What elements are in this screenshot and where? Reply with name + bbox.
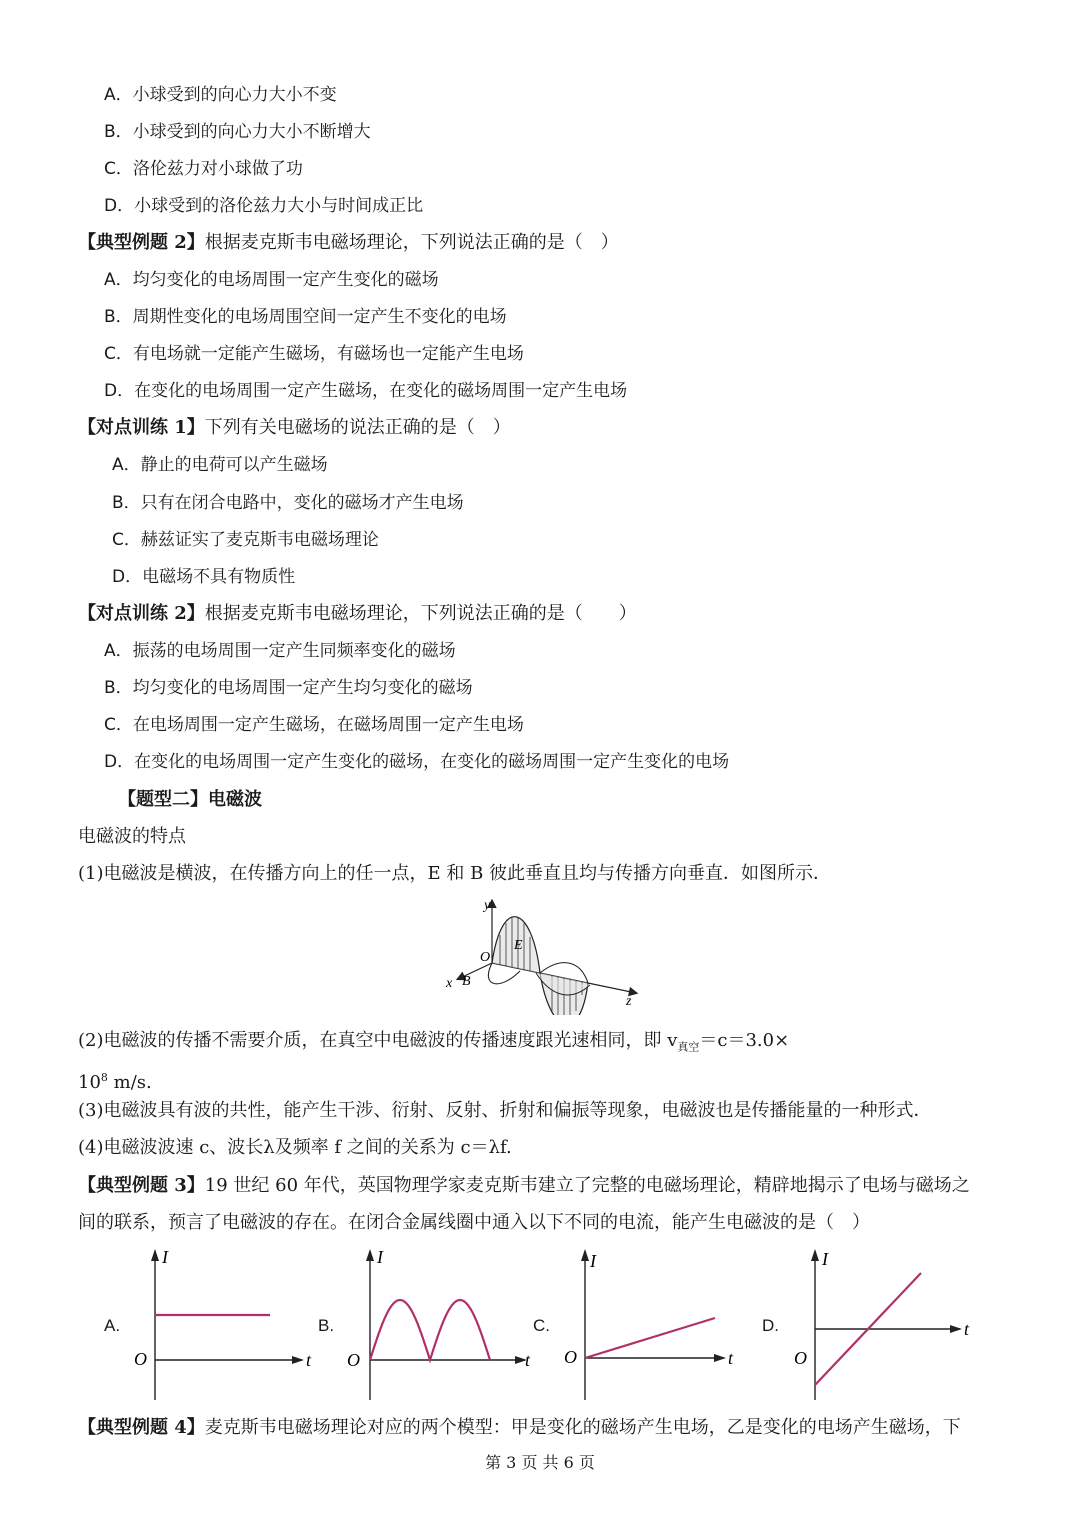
q1-option-b: B．小球受到的向心力大小不断增大 [104,122,371,142]
point-2-text-b: ＝c＝3.0× [699,1030,790,1051]
q1-option-c: C．洛伦兹力对小球做了功 [104,159,303,179]
graph-label-d: D. [762,1316,779,1335]
graph-a-x-label: t [306,1350,312,1370]
training-2-tag: 【对点训练 2】 [78,603,205,624]
graph-c-origin: O [564,1347,577,1367]
training-1-tag: 【对点训练 1】 [78,417,205,438]
graph-b-y-arrow [366,1249,374,1261]
graph-c-x-arrow [714,1354,726,1362]
point-1: (1)电磁波是横波，在传播方向上的任一点，E 和 B 彼此垂直且均与传播方向垂直．如图所示． [78,863,832,884]
graph-a-x-arrow [292,1356,304,1364]
graph-d-x-label: t [964,1319,970,1339]
graph-a [130,1245,320,1405]
graph-label-b: B. [318,1316,335,1335]
wave-label-e: E [514,938,523,953]
q1-option-d: D．小球受到的洛伦兹力大小与时间成正比 [104,196,424,216]
training-1-option-c: C．赫兹证实了麦克斯韦电磁场理论 [112,530,379,550]
example-2-question [78,231,619,255]
em-wave-figure [440,895,640,1015]
point-2-text-a: (2)电磁波的传播不需要介质，在真空中电磁波的传播速度跟光速相同，即 v [78,1030,678,1051]
graph-b-curve [370,1300,490,1360]
wave-label-z: z [626,994,632,1009]
point-3: (3)电磁波具有波的共性，能产生干涉、衍射、反射、折射和偏振等现象，电磁波也是传播能量的一种形式． [78,1100,932,1121]
section-2-title: 【题型二】电磁波 [118,789,262,810]
point-2-subscript: 真空 [677,1040,700,1054]
example-2-option-a: A．均匀变化的电场周围一定产生变化的磁场 [104,270,439,290]
graph-label-c: C. [533,1316,550,1335]
graph-c-y-label: I [590,1251,596,1271]
point-2-continued [78,1066,152,1095]
example-4-question [78,1416,961,1440]
wave-label-y: y [484,898,491,913]
page-footer: 第 3 页 共 6 页 [485,1453,595,1472]
graph-c-curve [585,1318,715,1358]
example-3-text-1: 19 世纪 60 年代，英国物理学家麦克斯韦建立了完整的电磁场理论，精辟地揭示了电场与磁场之 [204,1175,970,1196]
training-2-stem: 根据麦克斯韦电磁场理论，下列说法正确的是（ ） [204,603,637,624]
graph-a-y-arrow [151,1249,159,1261]
point-2 [78,1029,789,1060]
graph-c [560,1245,750,1405]
graph-c-y-arrow [581,1249,589,1261]
training-1-option-a: A．静止的电荷可以产生磁场 [112,455,328,475]
example-4-tag: 【典型例题 4】 [78,1417,205,1438]
q1-option-a: A．小球受到的向心力大小不变 [104,85,337,105]
graph-label-a: A. [104,1316,121,1335]
training-2-option-d: D．在变化的电场周围一定产生变化的磁场，在变化的磁场周围一定产生变化的电场 [104,752,730,772]
training-2-option-b: B．均匀变化的电场周围一定产生均匀变化的磁场 [104,678,473,698]
training-1-option-b: B．只有在闭合电路中，变化的磁场才产生电场 [112,493,464,513]
wave-label-b: B [462,974,471,989]
graph-a-origin: O [134,1349,147,1369]
point-2-unit: m/s. [107,1072,152,1093]
graph-d-y-arrow [811,1249,819,1261]
graph-b-x-label: t [525,1350,531,1370]
point-4: (4)电磁波波速 c、波长λ及频率 f 之间的关系为 c＝λf. [78,1137,512,1158]
graph-d-y-label: I [822,1249,828,1269]
graph-c-x-label: t [728,1348,734,1368]
example-3-line-1 [78,1174,970,1198]
graph-d [790,1245,990,1405]
graph-d-x-arrow [950,1325,962,1333]
graph-b-y-label: I [377,1247,383,1267]
wave-label-x: x [446,976,453,991]
training-1-stem: 下列有关电磁场的说法正确的是（ ） [204,417,511,438]
graph-a-y-label: I [162,1247,168,1267]
section-2-subtitle: 电磁波的特点 [78,826,186,847]
example-4-stem: 麦克斯韦电磁场理论对应的两个模型：甲是变化的磁场产生电场，乙是变化的电场产生磁场，下 [204,1417,961,1438]
training-1-question [78,416,511,440]
example-2-option-d: D．在变化的电场周围一定产生磁场，在变化的磁场周围一定产生电场 [104,381,628,401]
example-3-tag: 【典型例题 3】 [78,1175,205,1196]
point-2-exponent: 8 [100,1071,108,1084]
training-1-option-d: D．电磁场不具有物质性 [112,567,296,587]
graph-d-origin: O [794,1348,807,1368]
point-2-base: 10 [78,1072,101,1093]
example-2-stem: 根据麦克斯韦电磁场理论，下列说法正确的是（ ） [204,232,619,253]
training-2-question [78,602,637,626]
e-field-arrows [500,917,582,1015]
training-2-option-a: A．振荡的电场周围一定产生同频率变化的磁场 [104,641,456,661]
example-2-option-c: C．有电场就一定能产生磁场，有磁场也一定能产生电场 [104,344,524,364]
example-2-option-b: B．周期性变化的电场周围空间一定产生不变化的电场 [104,307,507,327]
example-3-line-2: 间的联系，预言了电磁波的存在。在闭合金属线圈中通入以下不同的电流，能产生电磁波的是（ ） [78,1212,870,1233]
graph-b [345,1245,545,1405]
graph-b-origin: O [347,1350,360,1370]
wave-label-o: O [480,950,491,965]
example-2-tag: 【典型例题 2】 [78,232,205,253]
training-2-option-c: C．在电场周围一定产生磁场，在磁场周围一定产生电场 [104,715,524,735]
